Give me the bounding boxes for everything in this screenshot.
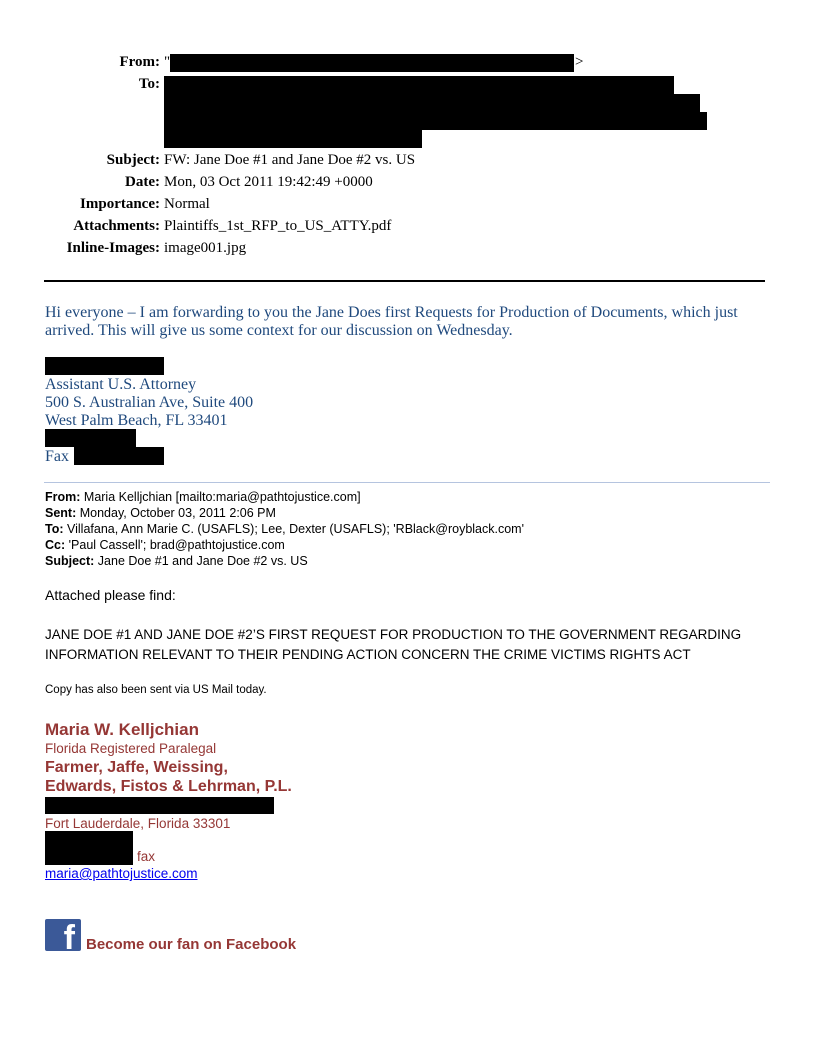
from-suffix: > xyxy=(575,54,584,70)
message-line-1: Hi everyone – I am forwarding to you the Jane Does first Requests for Production of Documents, which just xyxy=(45,304,738,321)
date-value: Mon, 03 Oct 2011 19:42:49 +0000 xyxy=(164,174,373,190)
attached-note: Attached please find: xyxy=(45,587,176,603)
redaction-to-1 xyxy=(164,76,674,94)
inline-images-value: image001.jpg xyxy=(164,240,247,256)
from-value: " xyxy=(164,54,171,70)
fwd-to-value: Villafana, Ann Marie C. (USAFLS); Lee, Dexter (USAFLS); 'RBlack@royblack.com' xyxy=(67,522,524,536)
sender-address-2: West Palm Beach, FL 33401 xyxy=(45,412,228,429)
fwd-to-label: To: xyxy=(45,522,64,536)
redaction-firm-address xyxy=(45,797,274,814)
redaction-firm-phone xyxy=(45,831,133,848)
fwd-cc-value: 'Paul Cassell'; brad@pathtojustice.com xyxy=(68,538,285,552)
sender-fax-label: Fax xyxy=(45,448,69,465)
header-divider xyxy=(44,280,765,282)
fwd-from-row xyxy=(45,489,361,505)
fwd-sent-value: Monday, October 03, 2011 2:06 PM xyxy=(79,506,276,520)
redaction-to-3 xyxy=(164,112,707,130)
attachments-label: Attachments: xyxy=(73,218,160,234)
redaction-sender-phone xyxy=(45,429,136,447)
to-label: To: xyxy=(138,76,160,92)
fwd-subject-label: Subject: xyxy=(45,554,95,568)
attachments-value: Plaintiffs_1st_RFP_to_US_ATTY.pdf xyxy=(164,218,392,234)
fwd-from-value: Maria Kelljchian [mailto:maria@pathtojustice.com] xyxy=(83,490,361,504)
request-title-line-2: INFORMATION RELEVANT TO THEIR PENDING ACTION CONCERN THE CRIME VICTIMS RIGHTS ACT xyxy=(45,647,691,662)
facebook-icon[interactable]: f xyxy=(45,919,81,951)
importance-label: Importance: xyxy=(80,196,160,212)
subject-label: Subject: xyxy=(106,152,160,168)
importance-value: Normal xyxy=(164,196,210,212)
fwd-sent-label: Sent: xyxy=(45,506,77,520)
paralegal-name: Maria W. Kelljchian xyxy=(45,720,199,739)
request-title-line-1: JANE DOE #1 AND JANE DOE #2’S FIRST REQUEST FOR PRODUCTION TO THE GOVERNMENT REGARDING xyxy=(45,627,742,642)
redaction-sender-fax xyxy=(74,447,164,465)
fwd-sent-row xyxy=(45,505,276,521)
redaction-to-4 xyxy=(164,130,422,148)
forward-divider xyxy=(44,482,770,483)
redaction-to-2 xyxy=(164,94,700,112)
inline-images-label: Inline-Images: xyxy=(66,240,160,256)
redaction-sender-name xyxy=(45,357,164,375)
from-label: From: xyxy=(119,54,160,70)
firm-name-line-1: Farmer, Jaffe, Weissing, xyxy=(45,759,228,776)
firm-name-line-2: Edwards, Fistos & Lehrman, P.L. xyxy=(45,778,292,795)
redaction-from xyxy=(170,54,574,72)
fwd-subject-value: Jane Doe #1 and Jane Doe #2 vs. US xyxy=(97,554,308,568)
subject-value: FW: Jane Doe #1 and Jane Doe #2 vs. US xyxy=(164,152,416,168)
message-line-2: arrived. This will give us some context for our discussion on Wednesday. xyxy=(45,322,513,339)
date-label: Date: xyxy=(125,174,160,190)
fwd-cc-label: Cc: xyxy=(45,538,66,552)
fwd-to-row xyxy=(45,521,524,537)
fwd-subject-row xyxy=(45,553,308,569)
firm-fax-label: fax xyxy=(137,849,156,864)
copy-note: Copy has also been sent via US Mail today. xyxy=(45,684,267,696)
fwd-from-label: From: xyxy=(45,490,81,504)
fwd-cc-row xyxy=(45,537,285,553)
firm-city: Fort Lauderdale, Florida 33301 xyxy=(45,816,231,831)
paralegal-role: Florida Registered Paralegal xyxy=(45,741,217,756)
sender-title: Assistant U.S. Attorney xyxy=(45,376,197,393)
paralegal-email-link[interactable]: maria@pathtojustice.com xyxy=(45,866,198,881)
sender-address-1: 500 S. Australian Ave, Suite 400 xyxy=(45,394,254,411)
facebook-fan-link[interactable]: Become our fan on Facebook xyxy=(86,936,297,953)
redaction-firm-fax xyxy=(45,848,133,865)
